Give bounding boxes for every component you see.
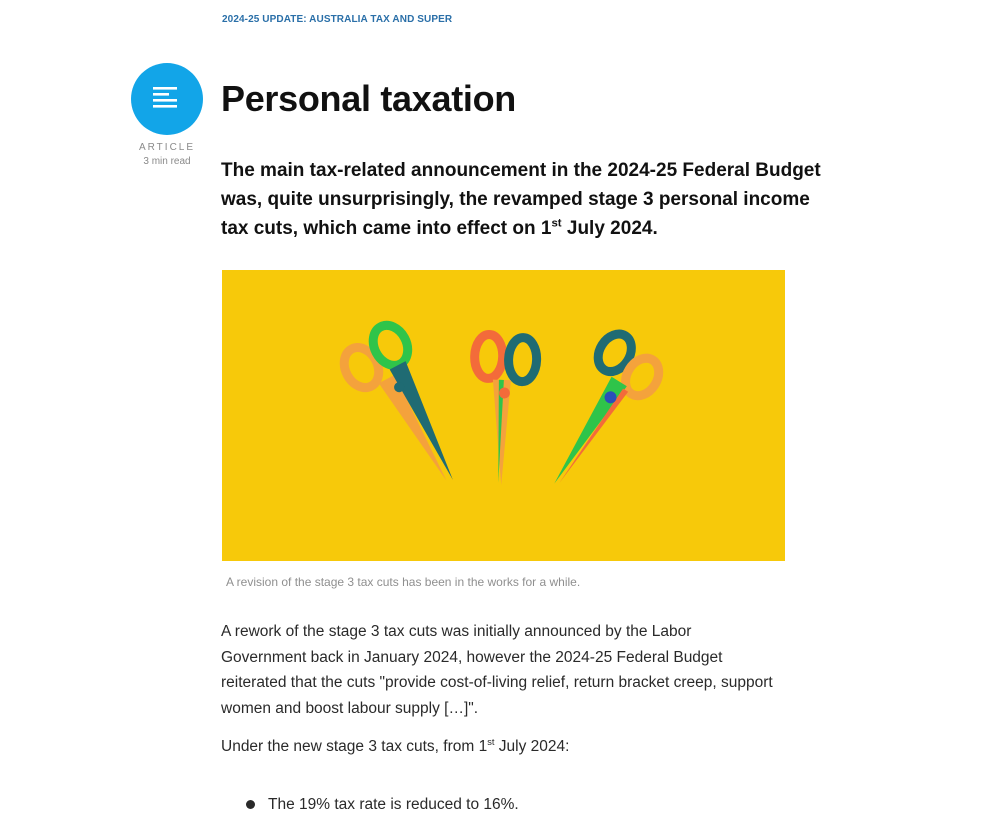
para2-ordinal: st [487, 736, 495, 747]
page-title: Personal taxation [221, 78, 516, 119]
lead-text: The main tax-related announcement in the 2024-25 Federal Budget was, quite unsurprisingly, the revamped stage 3 personal income tax cuts, which came into effect on 1 [221, 160, 821, 239]
article-badge [131, 63, 203, 135]
list-item [246, 792, 519, 817]
content-type-label: ARTICLE [138, 142, 196, 153]
hero-image [222, 270, 785, 561]
para2-text: Under the new stage 3 tax cuts, from 1 [221, 738, 488, 755]
bullet-list [246, 792, 519, 817]
image-caption: A revision of the stage 3 tax cuts has been in the works for a while. [226, 575, 581, 589]
scissors-image [222, 270, 785, 561]
para2-text-end: July 2024: [494, 738, 570, 755]
read-time: 3 min read [143, 156, 191, 167]
category-link[interactable]: 2024-25 UPDATE: AUSTRALIA TAX AND SUPER [222, 14, 453, 25]
article-lead [221, 156, 821, 243]
article-paragraph-2 [221, 734, 569, 759]
list-item-text: The 19% tax rate is reduced to 16%. [268, 796, 519, 813]
lead-ordinal: st [551, 217, 562, 230]
lead-text-end: July 2024. [561, 218, 658, 239]
bullet-dot-icon [246, 800, 255, 809]
article-paragraph: A rework of the stage 3 tax cuts was initially announced by the Labor Government back in January 2024, however the 2024-25 Federal Budget reiterated that the cuts "provide cost-of-living relief, return bracket creep, support women and boost labour supply […]". [221, 623, 773, 717]
article-lines-icon [153, 86, 181, 112]
